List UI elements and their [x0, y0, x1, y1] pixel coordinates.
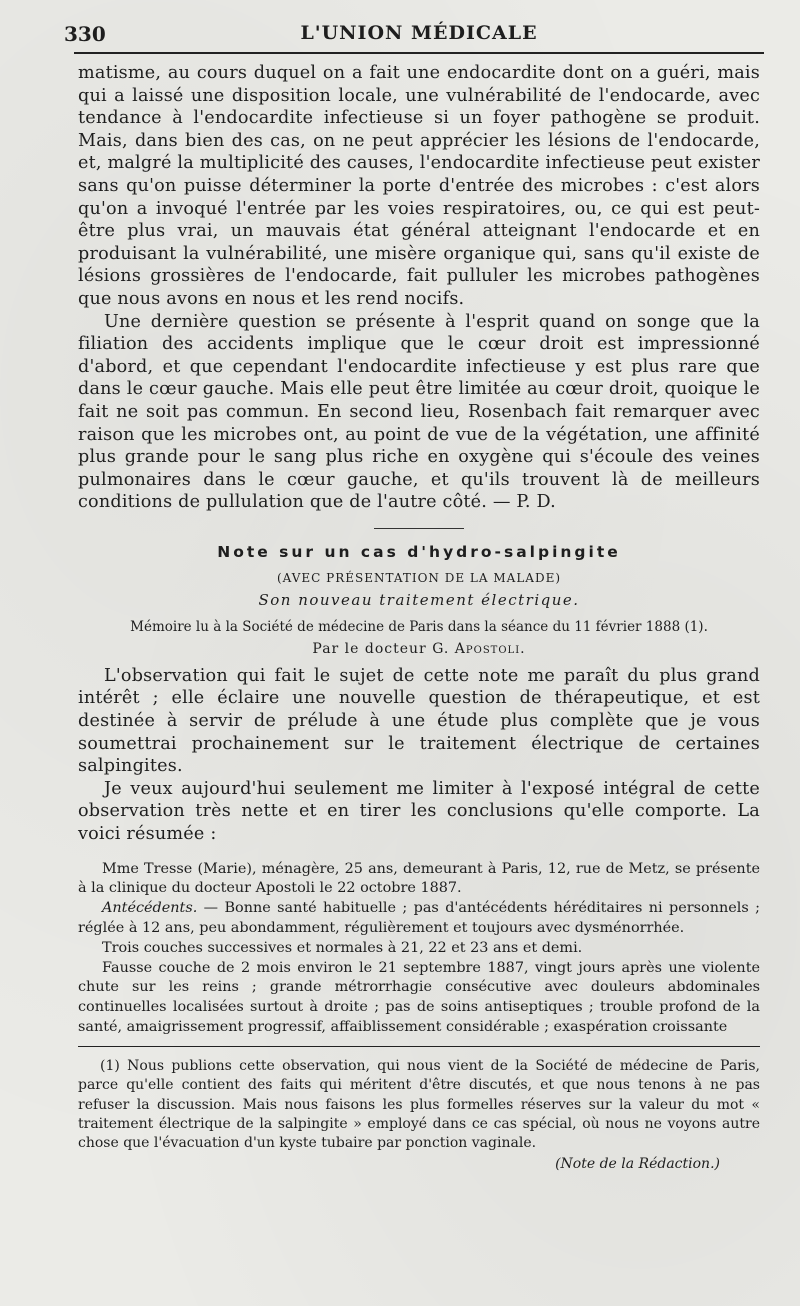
spacer	[78, 846, 760, 860]
article-title: Note sur un cas d'hydro-salpingite	[217, 542, 621, 561]
case-report	[78, 860, 760, 1038]
case-patient-line: Mme Tresse (Marie), ménagère, 25 ans, demeurant à Paris, 12, rue de Metz, se présente à la clinique du docteur Apostoli le 22 octobre 1887.	[78, 860, 760, 897]
author-name: Apostoli.	[454, 640, 526, 657]
antecedents-label: Antécédents.	[102, 900, 198, 917]
author-prefix: Par le docteur G.	[312, 640, 450, 657]
editor-note: (Note de la Rédaction.)	[555, 1155, 720, 1172]
footnote-rule	[78, 1046, 760, 1047]
intro-paragraph-2: Je veux aujourd'hui seulement me limiter à l'exposé intégral de cette observation très nette et en tirer les conclusions qu'elle comporte. La voici résumée :	[78, 778, 760, 845]
header-rule	[74, 52, 764, 54]
antecedents-text: — Bonne santé habituelle ; pas d'antécédents héréditaires ni personnels ; réglée à 12 ans, peu abondamment, régulièrement et toujours avec dysménorrhée.	[78, 900, 760, 937]
memoir-line: Mémoire lu à la Société de médecine de Paris dans la séance du 11 février 1888 (1).	[130, 618, 708, 635]
page-number: 330	[64, 22, 106, 46]
paragraph-last-question: Une dernière question se présente à l'esprit quand on songe que la filiation des accidents implique que le cœur droit est impressionné d'abord, et que cependant l'endocardite infectieuse y est plus rare que dans le cœur gauche. Mais elle peut être limitée au cœur droit, quoique le fait ne soit pas commun. En second lieu, Rosenbach fait remarquer avec raison que les microbes ont, au point de vue de la végétation, une affinité plus grande pour le sang plus riche en oxygène qui s'écoule des veines pulmonaires dans le cœur gauche, et qu'ils trouvent là de meilleurs conditions de pullulation que de l'autre côté. — P. D.	[78, 311, 760, 513]
case-antecedents	[78, 899, 760, 939]
case-miscarriage: Fausse couche de 2 mois environ le 21 septembre 1887, vingt jours après une violente chute sur les reins ; grande métrorrhagie consécutive avec douleurs abdominales continuelles localisées surtout à droite ; pas de soins antiseptiques ; trouble profond de la santé, amaigrissement progressif, affaiblissement considérable ; exaspération croissante	[78, 959, 760, 1035]
footnote-text: (1) Nous publions cette observation, qui nous vient de la Société de médecine de Paris, parce qu'elle contient des faits qui méritent d'être discutés, et que nous tenons à ne pas refuser la discussion. Mais nous faisons les plus formelles réserves sur la valeur du mot « traitement électrique de la salpingite » employé dans ce cas spécial, où nous ne voyons autre chose que l'évacuation d'un kyste tubaire par ponction vaginale.	[78, 1057, 760, 1152]
paragraph-continued: matisme, au cours duquel on a fait une endocardite dont on a guéri, mais qui a laissé une disposition locale, une vulnérabilité de l'endocarde, avec tendance à l'endocardite infectieuse si un foyer pathogène se produit. Mais, dans bien des cas, on ne peut apprécier les lésions de l'endocarde, et, malgré la multiplicité des causes, l'endocardite infectieuse peut exister sans qu'on puisse déterminer la porte d'entrée des microbes : c'est alors qu'on a invoqué l'entrée par les voies respiratoires, ou, ce qui est peut-être plus vrai, un mauvais état général atteignant l'endocarde et en produisant la vulnérabilité, une misère organique qui, sans qu'il existe de lésions grossières de l'endocarde, fait pulluler les microbes pathogènes que nous avons en nous et les rend nocifs.	[78, 63, 760, 309]
article-subtitle: (AVEC PRÉSENTATION DE LA MALADE)	[276, 570, 562, 585]
case-births: Trois couches successives et normales à 21, 22 et 23 ans et demi.	[102, 939, 583, 956]
author-line	[78, 641, 760, 657]
section-divider	[374, 528, 464, 529]
article-subtitle-treatment: Son nouveau traitement électrique.	[258, 590, 580, 609]
journal-title: L'UNION MÉDICALE	[300, 22, 538, 44]
intro-paragraph-1: L'observation qui fait le sujet de cette note me paraît du plus grand intérêt ; elle éclaire une nouvelle question de thérapeutique, et est destinée à servir de prélude à une étude plus complète que je vous soumettrai prochainement sur le traitement électrique de certaines salpingites.	[78, 665, 760, 777]
footnote	[78, 1057, 760, 1172]
main-text	[78, 62, 760, 514]
article-intro	[78, 665, 760, 846]
running-head	[64, 18, 760, 48]
